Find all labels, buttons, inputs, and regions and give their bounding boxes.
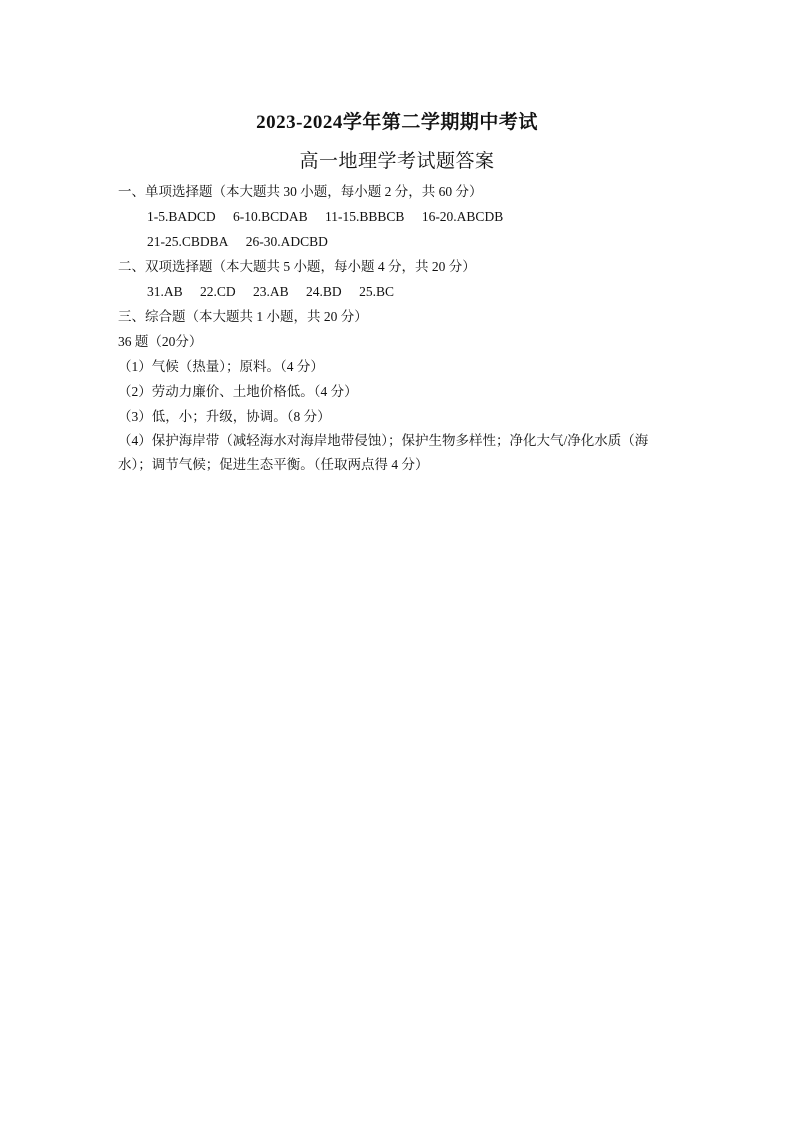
answer-group: 1-5.BADCD xyxy=(147,209,216,224)
single-choice-answers-row-1 xyxy=(147,208,517,226)
question-36-label: 36 题（20分） xyxy=(118,334,203,349)
answer-item: 24.BD xyxy=(306,284,342,299)
answer-part-4: （4）保护海岸带（减轻海水对海岸地带侵蚀）；保护生物多样性；净化大气/净化水质（海水）；调节气候；促进生态平衡。（任取两点得 4 分） xyxy=(118,433,649,472)
answer-part-3: （3）低，小；升级，协调。（8 分） xyxy=(118,409,331,424)
section-single-choice-heading: 一、单项选择题（本大题共 30 小题，每小题 2 分，共 60 分） xyxy=(118,184,483,199)
double-choice-answers-row xyxy=(147,283,408,301)
section-double-choice-heading: 二、双项选择题（本大题共 5 小题，每小题 4 分，共 20 分） xyxy=(118,259,476,274)
answer-part-1: （1）气候（热量）；原料。（4 分） xyxy=(118,359,324,374)
answer-group: 16-20.ABCDB xyxy=(421,209,504,224)
answer-group: 6-10.BCDAB xyxy=(233,209,308,224)
answer-item: 22.CD xyxy=(200,284,236,299)
answer-part-2: （2）劳动力廉价、土地价格低。（4 分） xyxy=(118,384,358,399)
page-subtitle: 高一地理学考试题答案 xyxy=(299,151,495,172)
answer-group: 11-15.BBBCB xyxy=(325,209,405,224)
page-title: 2023-2024学年第二学期期中考试 xyxy=(256,112,538,133)
answer-item: 31.AB xyxy=(147,284,183,299)
single-choice-answers-row-2 xyxy=(147,233,342,251)
section-comprehensive-heading: 三、综合题（本大题共 1 小题，共 20 分） xyxy=(118,309,368,324)
answer-item: 23.AB xyxy=(253,284,289,299)
answer-group: 21-25.CBDBA xyxy=(147,234,229,249)
answer-group: 26-30.ADCBD xyxy=(245,234,328,249)
answer-item: 25.BC xyxy=(359,284,394,299)
